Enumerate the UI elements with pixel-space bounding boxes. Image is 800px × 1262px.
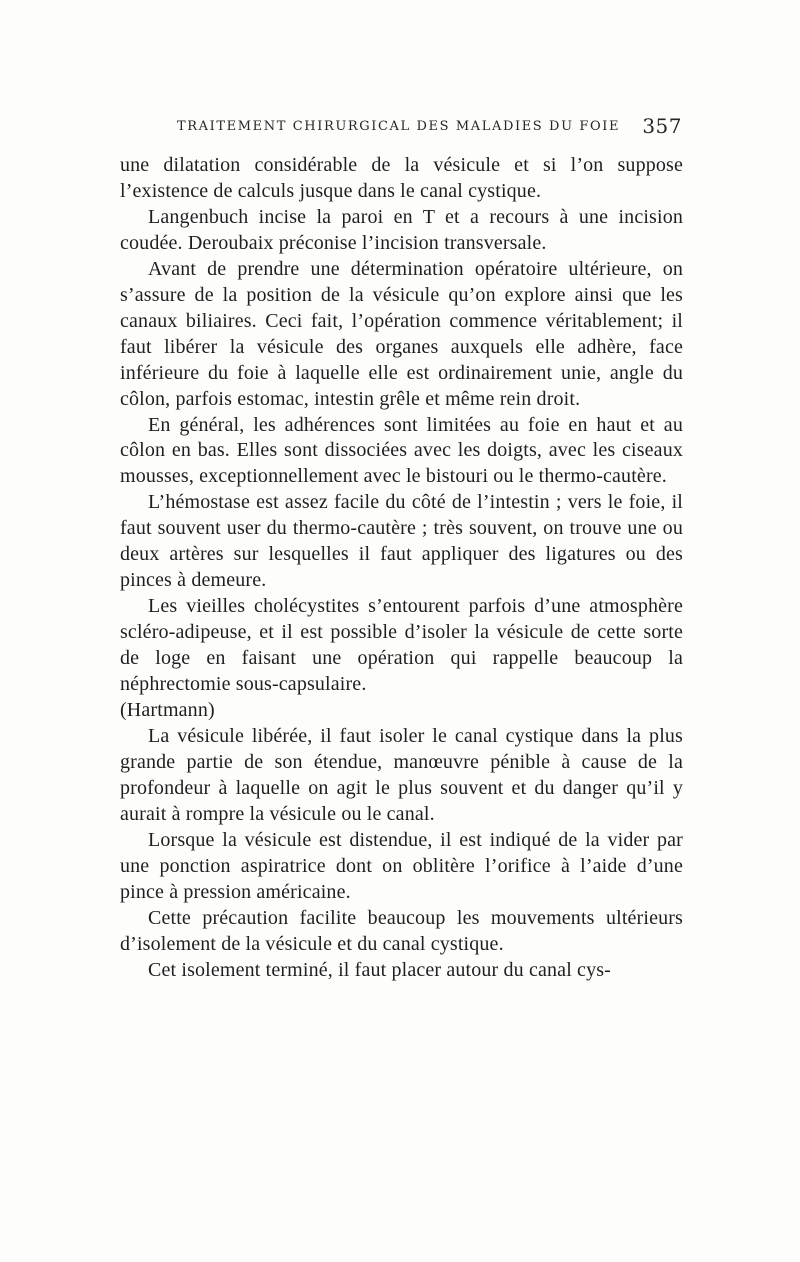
- running-header: [177, 114, 682, 141]
- paragraph-hemostase: L’hémostase est assez facile du côté de l’intestin ; vers le foie, il faut souvent user du thermo-cautère ; très souvent, on trouve une ou deux artères sur lesquelles il faut appliquer des ligatures ou des pinces à demeure.: [120, 491, 683, 592]
- paragraph-avant-de-prendre: Avant de prendre une détermination opératoire ultérieure, on s’assure de la position de la vésicule qu’on explore ainsi que les canaux biliaires. Ceci fait, l’opération commence véritablement; il faut libérer la vésicule des organes auxquels elle adhère, face inférieure du foie à laquelle elle est ordinairement unie, angle du côlon, parfois estomac, intestin grêle et même rein droit.: [120, 257, 683, 410]
- paragraph-cette-precaution: Cette précaution facilite beaucoup les mouvements ultérieurs d’isolement de la vésicule et du canal cystique.: [120, 906, 683, 955]
- paragraph-vieilles-cholecystites: Les vieilles cholécystites s’entourent parfois d’une atmosphère scléro-adipeuse, et il est possible d’isoler la vésicule de cette sorte de loge en faisant une opération qui rappelle beaucoup la néphrectomie sous-capsulaire.: [120, 595, 683, 696]
- running-title: TRAITEMENT CHIRURGICAL DES MALADIES DU FOIE: [177, 119, 621, 134]
- paragraph-langenbuch: Langenbuch incise la paroi en T et a recours à une incision coudée. Deroubaix préconise l’incision transversale.: [120, 205, 683, 254]
- paragraph-en-general: En général, les adhérences sont limitées au foie en haut et au côlon en bas. Elles sont dissociées avec les doigts, avec les ciseaux mousses, exceptionnellement avec le bistouri ou le thermo-cautère.: [120, 413, 683, 488]
- paragraph-continued: une dilatation considérable de la vésicule et si l’on suppose l’existence de calculs jusque dans le canal cystique.: [120, 154, 683, 202]
- paragraph-cet-isolement: Cet isolement terminé, il faut placer autour du canal cys-: [148, 958, 611, 981]
- page-number: 357: [642, 114, 682, 138]
- paragraph-lorsque: Lorsque la vésicule est distendue, il est indiqué de la vider par une ponction aspiratrice dont on oblitère l’orifice à l’aide d’une pince à pression américaine.: [120, 828, 683, 903]
- citation-hartmann: (Hartmann): [120, 699, 215, 722]
- paragraph-vesicule-liberee: La vésicule libérée, il faut isoler le canal cystique dans la plus grande partie de son étendue, manœuvre pénible à cause de la profondeur à laquelle on agit le plus souvent et du danger qu’il y aurait à rompre la vésicule ou le canal.: [120, 724, 683, 825]
- body-text: [120, 153, 683, 984]
